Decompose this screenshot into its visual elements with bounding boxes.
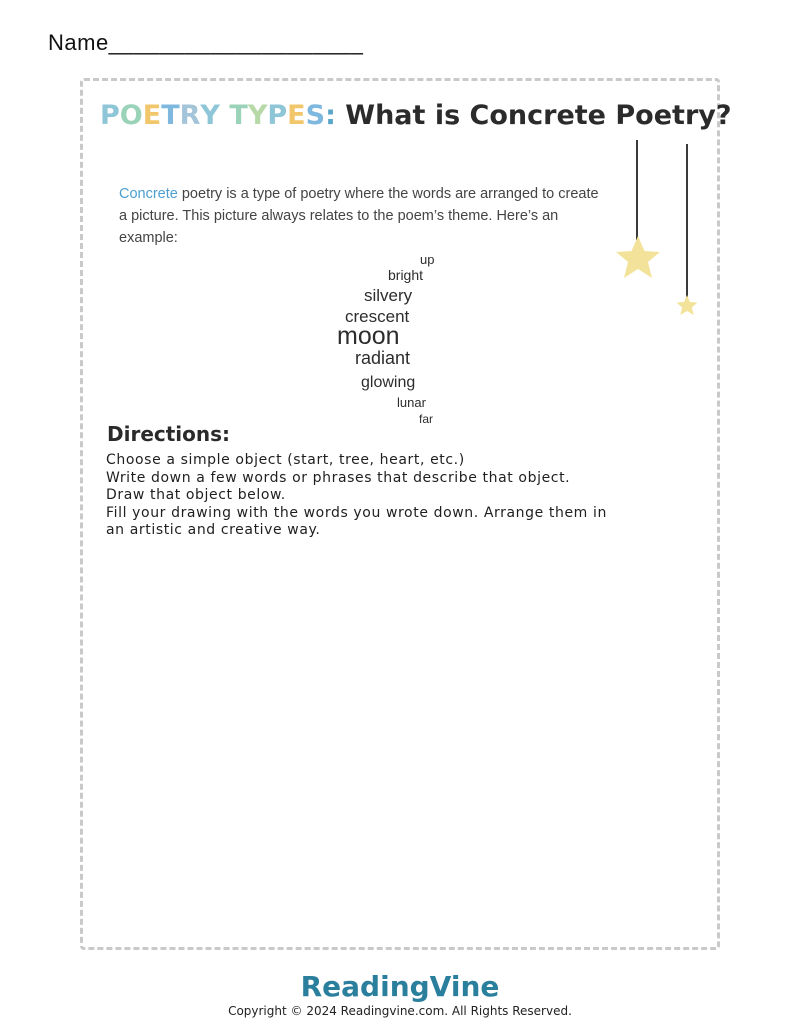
poem-word-crescent: crescent — [345, 307, 410, 326]
readingvine-logo: ReadingVine — [300, 970, 500, 1003]
intro-keyword: Concrete — [119, 186, 178, 202]
directions-line: Draw that object below. — [106, 487, 286, 503]
hanging-stars-decoration — [600, 140, 710, 330]
directions-line: an artistic and creative way. — [106, 522, 321, 538]
directions-heading: Directions: — [107, 422, 231, 446]
poem-word-up: up — [420, 252, 435, 267]
title-prefix: POETRY TYPES — [100, 100, 326, 131]
poem-word-lunar: lunar — [397, 395, 426, 410]
intro-paragraph — [119, 183, 599, 249]
directions-list — [106, 452, 706, 540]
worksheet-title — [100, 100, 732, 131]
star-icon — [677, 295, 698, 315]
poem-word-moon: moon — [337, 322, 400, 350]
copyright-text: Copyright © 2024 Readingvine.com. All Rights Reserved. — [228, 1004, 572, 1018]
poem-word-silvery: silvery — [364, 286, 413, 305]
title-colon: : — [325, 100, 336, 131]
title-question: What is Concrete Poetry? — [335, 100, 732, 131]
directions-line: Fill your drawing with the words you wrote down. Arrange them in — [106, 504, 607, 521]
name-field-label: Name____________________ — [48, 30, 364, 55]
directions-line: Choose a simple object (start, tree, heart, etc.) — [106, 452, 465, 468]
intro-text: poetry is a type of poetry where the words are arranged to create a picture. This picture always relates to the poem’s theme. Here’s an example: — [119, 186, 599, 246]
poem-word-bright: bright — [388, 267, 424, 283]
poem-word-far: far — [419, 412, 434, 426]
star-icon — [616, 236, 660, 278]
directions-line: Write down a few words or phrases that describe that object. — [106, 469, 571, 486]
poem-word-radiant: radiant — [355, 348, 411, 368]
poem-word-glowing: glowing — [361, 374, 416, 391]
